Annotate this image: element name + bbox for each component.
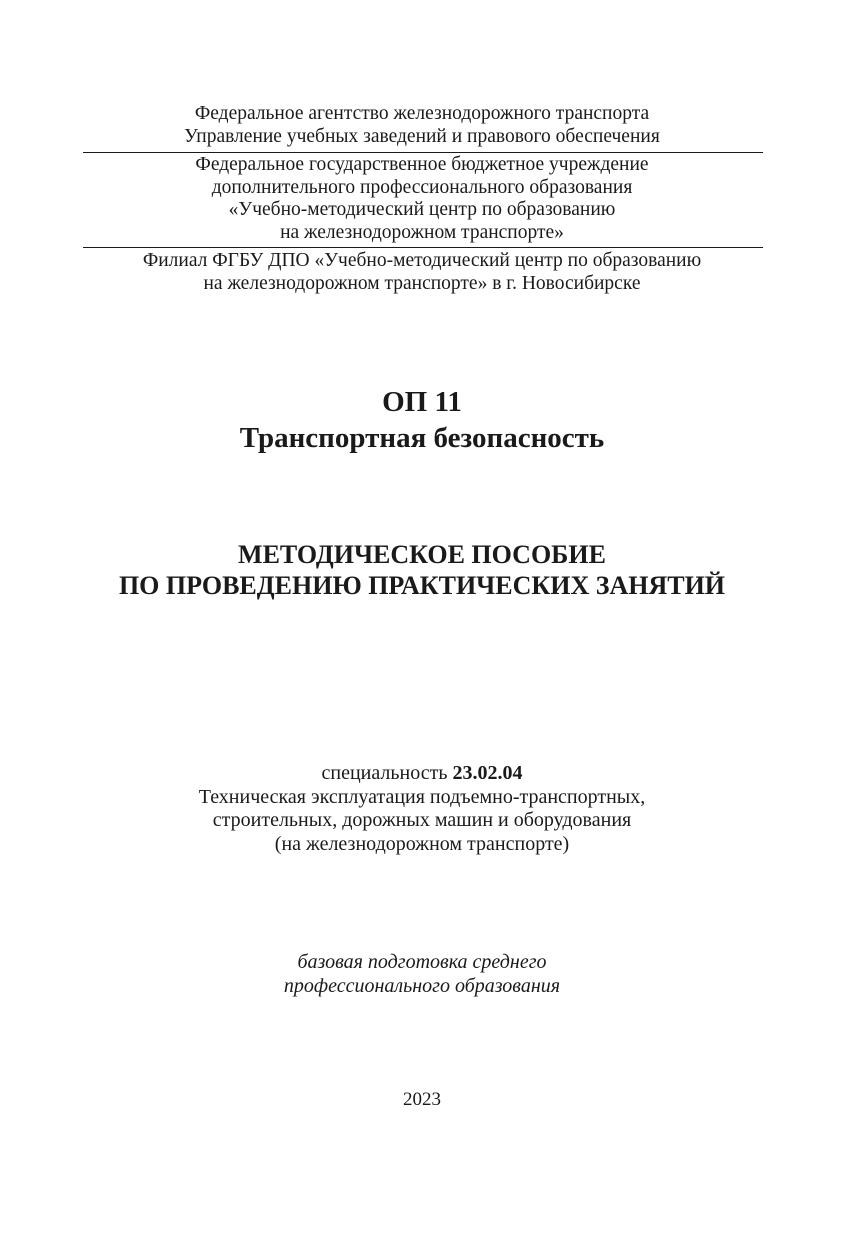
specialty-heading	[0, 762, 844, 786]
specialty-block	[0, 762, 844, 856]
branch-line: на железнодорожном транспорте» в г. Новосибирске	[203, 272, 641, 294]
document-title-line: МЕТОДИЧЕСКОЕ ПОСОБИЕ	[238, 540, 606, 569]
institution-line: дополнительного профессионального образования	[211, 176, 633, 198]
education-level-line: базовая подготовка среднего	[297, 951, 547, 973]
branch-line: Филиал ФГБУ ДПО «Учебно-методический центр по образованию	[142, 250, 702, 271]
specialty-description-line: (на железнодорожном транспорте)	[274, 832, 570, 855]
specialty-code: 23.02.04	[452, 762, 523, 784]
discipline-name: Транспортная безопасность	[239, 422, 605, 454]
document-title-line: ПО ПРОВЕДЕНИЮ ПРАКТИЧЕСКИХ ЗАНЯТИЙ	[118, 571, 726, 600]
agency-header	[0, 103, 844, 148]
specialty-description-line: строительных, дорожных машин и оборудования	[212, 809, 632, 831]
education-level-line: профессионального образования	[283, 974, 561, 997]
specialty-label: специальность	[321, 762, 448, 784]
publication-year: 2023	[403, 1089, 441, 1110]
institution-line: «Учебно-методический центр по образованию	[228, 199, 616, 220]
agency-line: Управление учебных заведений и правового обеспечения	[184, 125, 660, 147]
header-divider	[83, 247, 763, 248]
education-level	[0, 951, 844, 998]
discipline-code: ОП 11	[382, 386, 462, 418]
institution-line: Федеральное государственное бюджетное учреждение	[195, 154, 649, 175]
document-title	[0, 539, 844, 601]
branch-header	[0, 250, 844, 295]
institution-line: на железнодорожном транспорте»	[280, 221, 564, 243]
discipline-title	[0, 384, 844, 456]
header-divider	[83, 152, 763, 153]
agency-line: Федеральное агентство железнодорожного транспорта	[194, 103, 650, 124]
specialty-description-line: Техническая эксплуатация подъемно-транспортных,	[198, 785, 646, 808]
institution-header	[0, 154, 844, 244]
